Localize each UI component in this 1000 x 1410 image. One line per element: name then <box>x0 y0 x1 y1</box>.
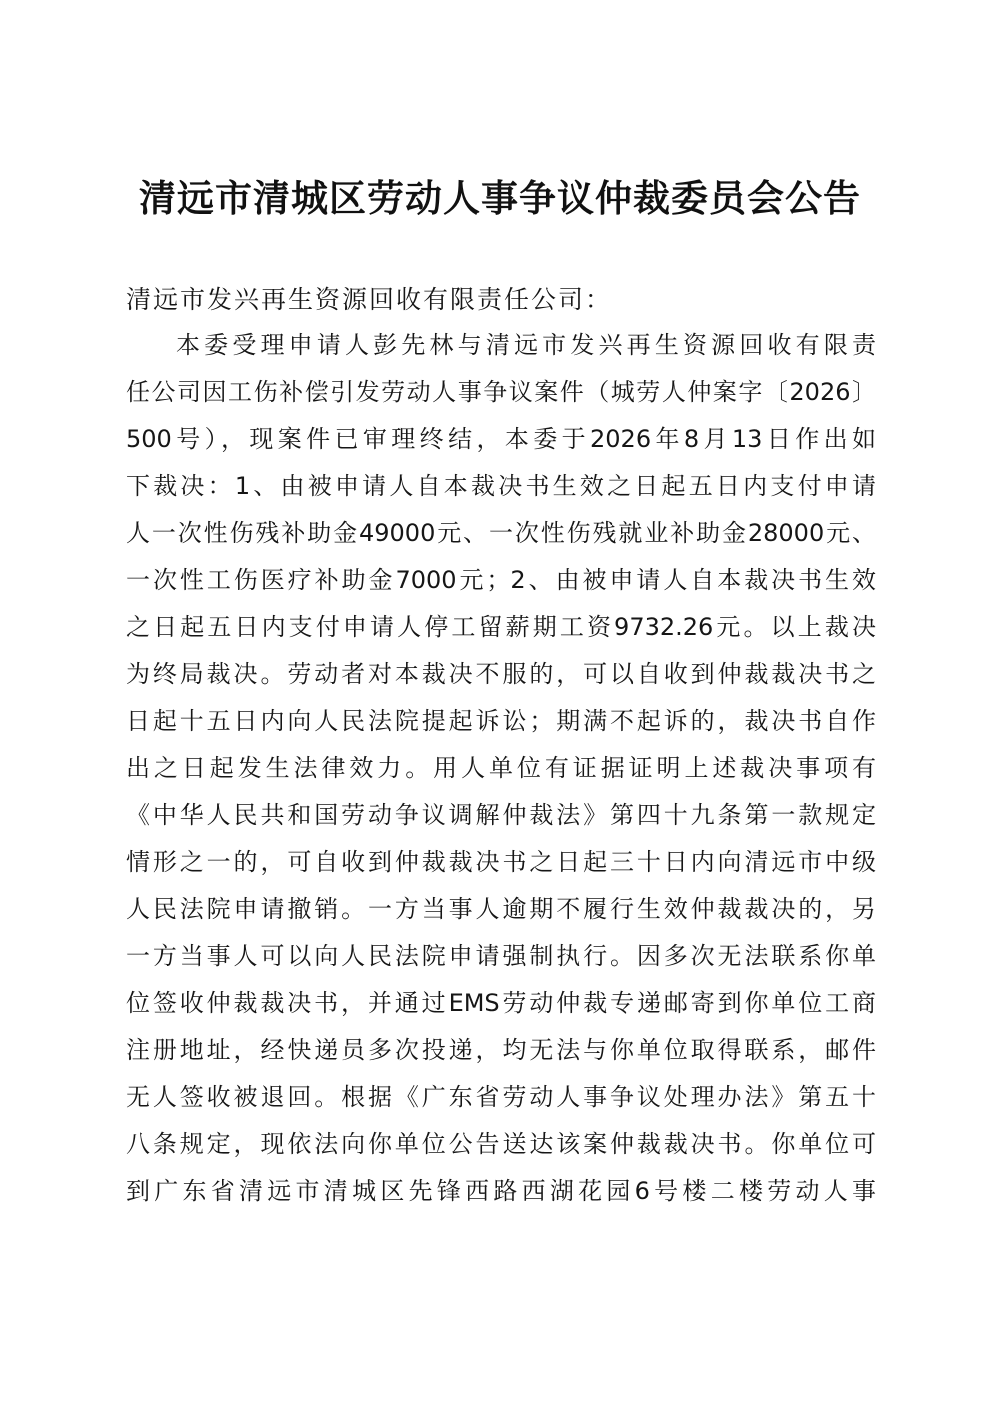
body-line: 出之日起发生法律效力。用人单位有证据证明上述裁决事项有 <box>126 754 876 782</box>
document-title: 清远市清城区劳动人事争议仲裁委员会公告 <box>139 176 861 220</box>
salutation: 清远市发兴再生资源回收有限责任公司： <box>126 285 613 314</box>
body-line: 一次性工伤医疗补助金7000元；2、由被申请人自本裁决书生效 <box>126 566 876 594</box>
body-line: 情形之一的，可自收到仲裁裁决书之日起三十日内向清远市中级 <box>126 848 876 876</box>
body-line: 注册地址，经快递员多次投递，均无法与你单位取得联系，邮件 <box>126 1036 876 1064</box>
body-line: 无人签收被退回。根据《广东省劳动人事争议处理办法》第五十 <box>126 1083 876 1111</box>
body-line: 一方当事人可以向人民法院申请强制执行。因多次无法联系你单 <box>126 942 876 970</box>
body-line: 任公司因工伤补偿引发劳动人事争议案件（城劳人仲案字〔2026〕 <box>126 378 876 406</box>
body-line: 八条规定，现依法向你单位公告送达该案仲裁裁决书。你单位可 <box>126 1130 876 1158</box>
body-line: 日起十五日内向人民法院提起诉讼；期满不起诉的，裁决书自作 <box>126 707 876 735</box>
body-paragraph <box>126 322 876 1215</box>
body-line: 《中华人民共和国劳动争议调解仲裁法》第四十九条第一款规定 <box>126 801 876 829</box>
body-line: 本委受理申请人彭先林与清远市发兴再生资源回收有限责 <box>176 331 876 359</box>
body-line: 下裁决：1、由被申请人自本裁决书生效之日起五日内支付申请 <box>126 472 876 500</box>
body-line: 为终局裁决。劳动者对本裁决不服的，可以自收到仲裁裁决书之 <box>126 660 876 688</box>
body-line: 人民法院申请撤销。一方当事人逾期不履行生效仲裁裁决的，另 <box>126 895 876 923</box>
body-line: 位签收仲裁裁决书，并通过EMS劳动仲裁专递邮寄到你单位工商 <box>126 989 876 1017</box>
body-line: 人一次性伤残补助金49000元、一次性伤残就业补助金28000元、 <box>126 519 876 547</box>
body-line: 到广东省清远市清城区先锋西路西湖花园6号楼二楼劳动人事 <box>126 1177 876 1205</box>
body-line: 之日起五日内支付申请人停工留薪期工资9732.26元。以上裁决 <box>126 613 876 641</box>
body-line: 500号），现案件已审理终结，本委于2026年8月13日作出如 <box>126 425 876 453</box>
